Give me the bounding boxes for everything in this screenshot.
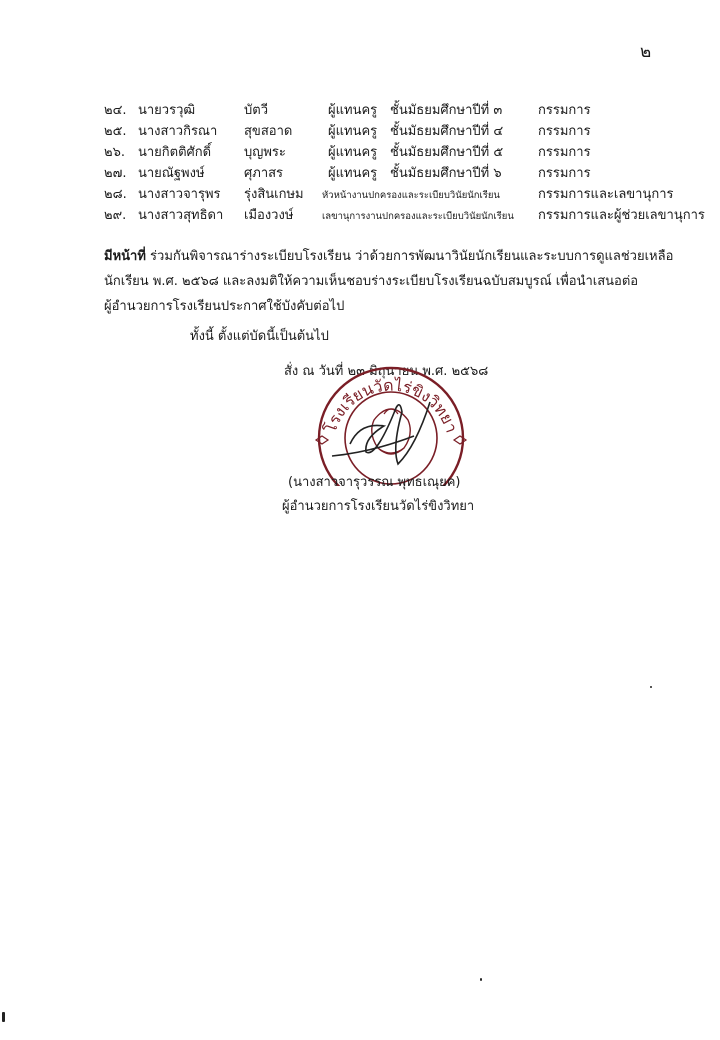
- member-name: นายณัฐพงษ์: [138, 166, 205, 181]
- member-grade: ชั้นมัธยมศึกษาปีที่ ๕: [390, 145, 504, 160]
- signer-name: (นางสาวจารุวรรณ พุทธเณุยค): [288, 475, 461, 490]
- order-date: สั่ง ณ วันที่ ๒๓ มิถุนายน พ.ศ. ๒๕๖๘: [284, 364, 489, 379]
- member-row: [104, 163, 704, 184]
- seal-text: โรงเรียนวัดไร่ขิงวิทยา: [320, 375, 462, 436]
- member-surname: บัตวี: [244, 103, 268, 118]
- member-number: ๒๖.: [104, 145, 125, 160]
- member-grade: เลขานุการงานปกครองและระเบียบวินัยนักเรียน: [322, 211, 514, 222]
- member-grade: ชั้นมัธยมศึกษาปีที่ ๓: [390, 103, 503, 118]
- member-representative: ผู้แทนครู: [328, 124, 378, 139]
- member-grade: หัวหน้างานปกครองและระเบียบวินัยนักเรียน: [322, 190, 500, 201]
- member-surname: รุ่งสินเกษม: [244, 187, 304, 202]
- member-row: [104, 205, 704, 226]
- member-row: [104, 121, 704, 142]
- member-role: กรรมการและเลขานุการ: [538, 187, 674, 202]
- member-role: กรรมการ: [538, 166, 591, 181]
- member-name: นางสาวจารุพร: [138, 187, 221, 202]
- member-grade: ชั้นมัธยมศึกษาปีที่ ๖: [390, 166, 502, 181]
- member-representative: ผู้แทนครู: [328, 103, 378, 118]
- signer-title: ผู้อำนวยการโรงเรียนวัดไร่ขิงวิทยา: [282, 499, 475, 514]
- member-grade: ชั้นมัธยมศึกษาปีที่ ๔: [390, 124, 504, 139]
- member-role: กรรมการ: [538, 124, 591, 139]
- member-role: กรรมการ: [538, 103, 591, 118]
- member-role: กรรมการและผู้ช่วยเลขานุการ: [538, 208, 705, 223]
- duty-label: มีหน้าที่: [104, 249, 146, 264]
- member-number: ๒๔.: [104, 103, 127, 118]
- member-role: กรรมการ: [538, 145, 591, 160]
- member-surname: บุญพระ: [244, 145, 286, 160]
- duty-paragraph: [104, 244, 674, 319]
- member-name: นางสาวสุทธิดา: [138, 208, 224, 223]
- member-row: [104, 142, 704, 163]
- member-representative: ผู้แทนครู: [328, 166, 378, 181]
- school-seal: [308, 362, 474, 486]
- committee-list: [104, 100, 704, 226]
- page-number: ๒: [640, 42, 652, 62]
- member-number: ๒๘.: [104, 187, 127, 202]
- duty-line-3: ผู้อำนวยการโรงเรียนประกาศใช้บังคับต่อไป: [104, 299, 345, 314]
- member-number: ๒๙.: [104, 208, 127, 223]
- duty-line-1: ร่วมกันพิจารณาร่างระเบียบโรงเรียน ว่าด้วยการพัฒนาวินัยนักเรียนและระบบการดูแลช่วยเหลือ: [145, 249, 674, 264]
- effective-statement: ทั้งนี้ ตั้งแต่บัดนี้เป็นต้นไป: [190, 329, 329, 344]
- member-name: นายกิตติศักดิ์: [138, 145, 212, 160]
- member-number: ๒๗.: [104, 166, 127, 181]
- member-name: นางสาวกิรณา: [138, 124, 218, 139]
- member-surname: ศุภาสร: [244, 166, 284, 181]
- member-name: นายวรวุฒิ: [138, 103, 196, 118]
- member-surname: เมืองวงษ์: [244, 208, 294, 223]
- member-representative: ผู้แทนครู: [328, 145, 378, 160]
- member-row: [104, 100, 704, 121]
- member-row: [104, 184, 704, 205]
- member-number: ๒๕.: [104, 124, 127, 139]
- duty-line-2: นักเรียน พ.ศ. ๒๕๖๘ และลงมติให้ความเห็นชอบร่างระเบียบโรงเรียนฉบับสมบูรณ์ เพื่อนำเสนอต่อ: [104, 274, 639, 289]
- member-surname: สุขสอาด: [244, 124, 293, 139]
